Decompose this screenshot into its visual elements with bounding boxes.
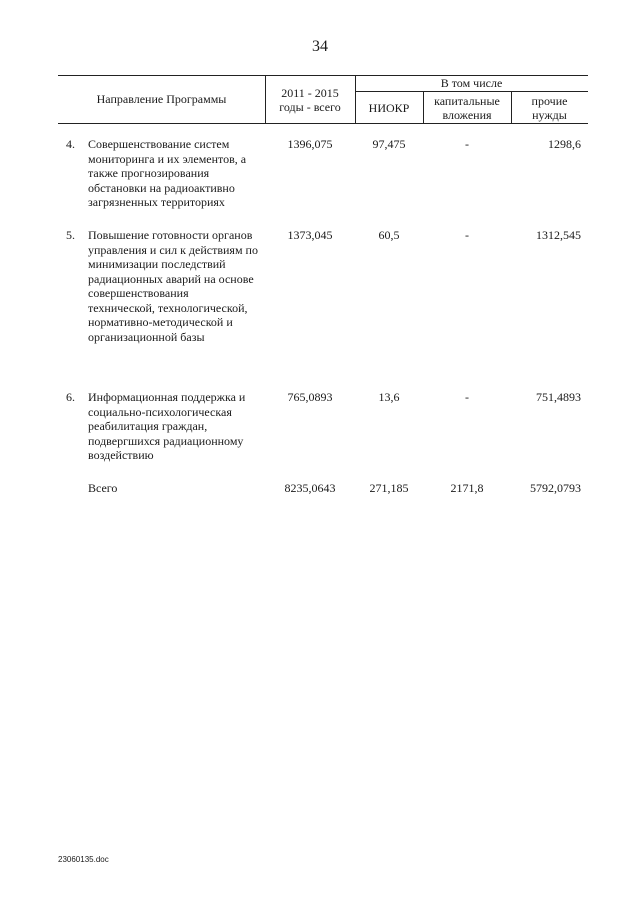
total-niokr: 271,185 xyxy=(369,481,409,495)
header-capital: капитальные вложения xyxy=(434,94,500,122)
row-capital: - xyxy=(465,390,469,404)
row-total: 1373,045 xyxy=(287,228,333,242)
row-number: 6. xyxy=(66,390,75,404)
document-filename: 23060135.doc xyxy=(58,855,109,864)
row-total: 1396,075 xyxy=(287,137,333,151)
row-other: 751,4893 xyxy=(536,390,581,404)
header-including: В том числе xyxy=(440,76,503,90)
header-other: прочие нужды xyxy=(531,94,568,122)
row-name: Совершенствование систем мониторинга и их элементов, а также прогнозирования обстановки на радиоактивно загрязненных территориях xyxy=(88,137,247,209)
total-label: Всего xyxy=(88,481,118,495)
row-number: 4. xyxy=(66,137,75,151)
total-sum: 8235,0643 xyxy=(284,481,336,495)
row-capital: - xyxy=(465,137,469,151)
row-niokr: 13,6 xyxy=(378,390,400,404)
page-number: 34 xyxy=(312,38,328,55)
row-name: Информационная поддержка и социально-психологическая реабилитация граждан, подвергшихся радиационному воздействию xyxy=(88,390,246,462)
total-other: 5792,0793 xyxy=(530,481,581,495)
row-number: 5. xyxy=(66,228,75,242)
header-bottom-rule xyxy=(58,123,588,124)
header-niokr: НИОКР xyxy=(368,101,410,115)
row-other: 1312,545 xyxy=(536,228,581,242)
header-total: 2011 - 2015 годы - всего xyxy=(279,86,341,114)
row-niokr: 60,5 xyxy=(378,228,400,242)
row-total: 765,0893 xyxy=(287,390,333,404)
row-capital: - xyxy=(465,228,469,242)
row-niokr: 97,475 xyxy=(372,137,406,151)
row-other: 1298,6 xyxy=(548,137,581,151)
row-name: Повышение готовности органов управления и сил к действиям по минимизации последствий радиационных аварий на основе совершенствования технической, технологической, нормативно-методической и организационной базы xyxy=(88,228,258,344)
subheader-rule xyxy=(355,91,588,92)
header-direction: Направление Программы xyxy=(96,92,227,106)
total-capital: 2171,8 xyxy=(450,481,484,495)
